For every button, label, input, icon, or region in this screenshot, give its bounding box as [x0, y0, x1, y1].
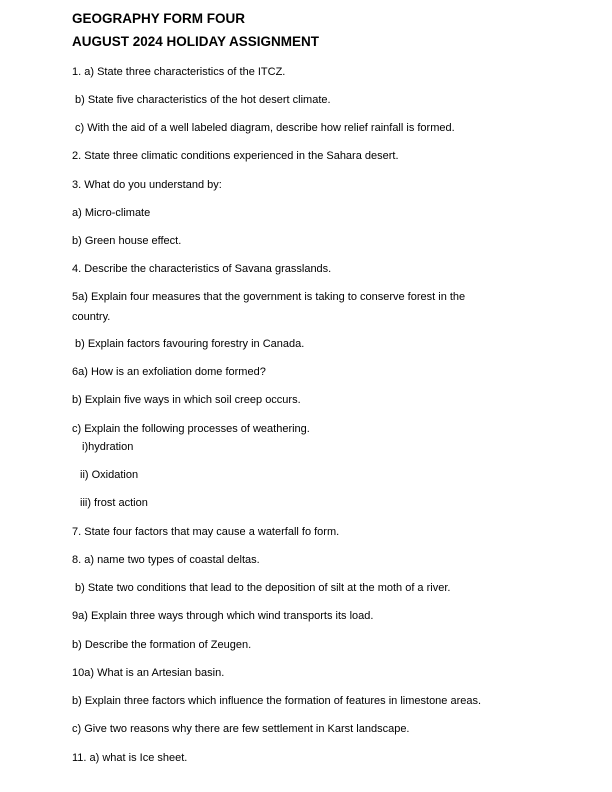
question-6c-ii: ii) Oxidation	[80, 469, 139, 481]
question-9b: b) Describe the formation of Zeugen.	[72, 639, 252, 651]
question-5a-continued: country.	[72, 311, 111, 323]
question-6b: b) Explain five ways in which soil creep occurs.	[72, 394, 301, 406]
question-1b: b) State five characteristics of the hot desert climate.	[75, 94, 331, 106]
question-10b: b) Explain three factors which influence the formation of features in limestone areas.	[72, 695, 482, 707]
question-8a: 8. a) name two types of coastal deltas.	[72, 554, 260, 566]
question-2: 2. State three climatic conditions experienced in the Sahara desert.	[72, 150, 399, 162]
question-6c: c) Explain the following processes of weathering.	[72, 423, 310, 435]
question-5b: b) Explain factors favouring forestry in Canada.	[75, 338, 305, 350]
question-4: 4. Describe the characteristics of Savana grasslands.	[72, 263, 332, 275]
question-1c: c) With the aid of a well labeled diagram, describe how relief rainfall is formed.	[75, 122, 455, 134]
question-11a: 11. a) what is Ice sheet.	[72, 752, 188, 764]
question-1a: 1. a) State three characteristics of the ITCZ.	[72, 66, 286, 78]
question-5a: 5a) Explain four measures that the government is taking to conserve forest in the	[72, 291, 466, 303]
document-title: GEOGRAPHY FORM FOUR	[72, 11, 246, 26]
question-6c-iii: iii) frost action	[80, 497, 148, 509]
question-6a: 6a) How is an exfoliation dome formed?	[72, 366, 266, 378]
question-10c: c) Give two reasons why there are few settlement in Karst landscape.	[72, 723, 410, 735]
question-7: 7. State four factors that may cause a waterfall fo form.	[72, 526, 340, 538]
question-3a: a) Micro-climate	[72, 207, 151, 219]
question-10a: 10a) What is an Artesian basin.	[72, 667, 225, 679]
question-8b: b) State two conditions that lead to the deposition of silt at the moth of a river.	[75, 582, 451, 594]
document-subtitle: AUGUST 2024 HOLIDAY ASSIGNMENT	[72, 34, 320, 49]
question-9a: 9a) Explain three ways through which wind transports its load.	[72, 610, 374, 622]
question-6c-i: i)hydration	[82, 441, 134, 453]
question-3: 3. What do you understand by:	[72, 179, 222, 191]
question-3b: b) Green house effect.	[72, 235, 182, 247]
